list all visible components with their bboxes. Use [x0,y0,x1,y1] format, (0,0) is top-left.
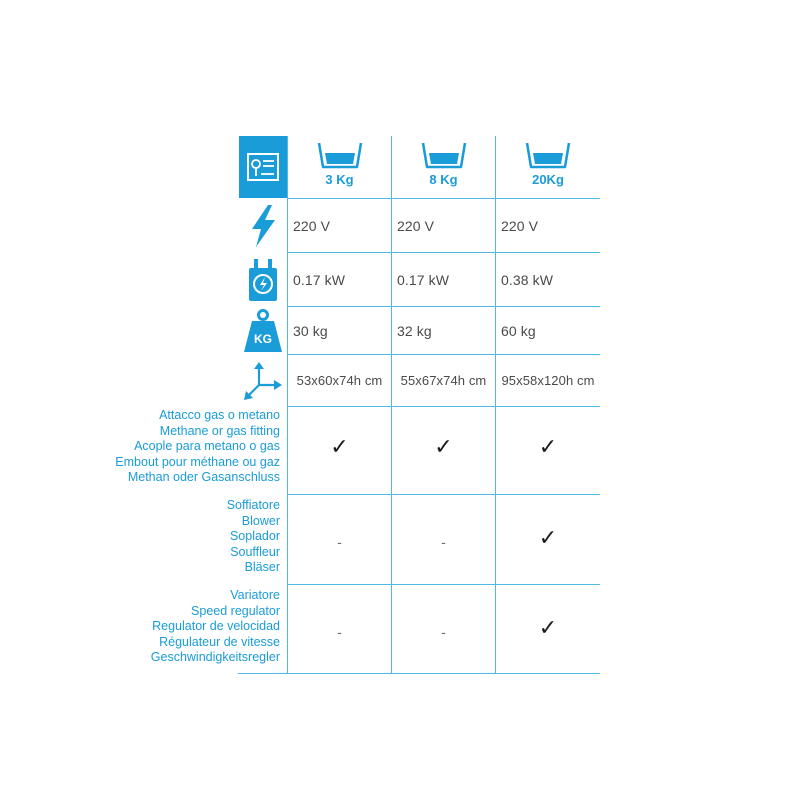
lightning-bolt-icon [239,199,287,252]
feature-label-speed-regulator [60,588,280,666]
column-capacity-label: 3 Kg [325,172,354,187]
spec-sheet-icon [239,136,287,198]
feature-value: ✓ [434,434,453,459]
row-divider [287,306,600,307]
column-header-3kg [288,140,391,198]
label-line: Speed regulator [191,603,280,618]
column-capacity-label: 20Kg [532,172,564,187]
label-line: Methane or gas fitting [159,423,280,438]
feature-value: - [337,534,342,550]
dimensions-value: 95x58x120h cm [501,373,595,388]
feature-value: ✓ [538,615,558,640]
tub-icon [524,140,572,170]
dimensions-value: 53x60x74h cm [296,373,383,388]
feature-value: ✓ [538,525,558,550]
label-line: Attacco gas o metano [159,408,280,422]
column-header-8kg [392,140,495,198]
column-header-20kg [496,140,600,198]
power-value: 0.17 kW [397,271,450,288]
label-line: Soffiatore [226,498,280,512]
feature-value: - [441,534,446,550]
feature-value: ✓ [330,434,349,459]
kg-weight-icon [239,307,287,354]
label-line: Blower [241,513,280,528]
voltage-value: 220 V [501,217,539,234]
label-line: Acople para metano o gas [134,439,280,454]
weight-value: 30 kg [293,322,328,339]
label-line: Souffleur [230,544,280,559]
label-line: Embout pour méthane ou gaz [115,454,280,469]
power-plug-icon [239,253,287,306]
feature-value: - [337,624,342,640]
label-line: Methan oder Gasanschluss [127,470,280,485]
label-line: Bläser [244,560,280,575]
dimensions-value: 55x67x74h cm [400,373,487,388]
power-value: 0.38 kW [501,271,554,288]
feature-label-gas [60,408,280,486]
feature-value: - [441,624,446,640]
weight-icon-text: KG [254,331,272,346]
label-line: Regulator de velocidad [152,619,280,634]
tub-icon [316,140,364,170]
label-line: Régulateur de vitesse [159,634,280,649]
label-line: Variatore [230,588,280,602]
3d-axes-icon [239,355,287,406]
row-divider [287,198,600,199]
feature-value: ✓ [538,434,558,459]
voltage-value: 220 V [397,217,435,234]
weight-value: 32 kg [397,322,432,339]
weight-value: 60 kg [501,322,536,339]
voltage-value: 220 V [293,217,331,234]
column-capacity-label: 8 Kg [429,172,458,187]
tub-icon [420,140,468,170]
label-line: Geschwindigkeitsregler [150,650,280,665]
feature-label-blower [60,498,280,576]
label-line: Soplador [229,529,280,544]
power-value: 0.17 kW [293,271,346,288]
